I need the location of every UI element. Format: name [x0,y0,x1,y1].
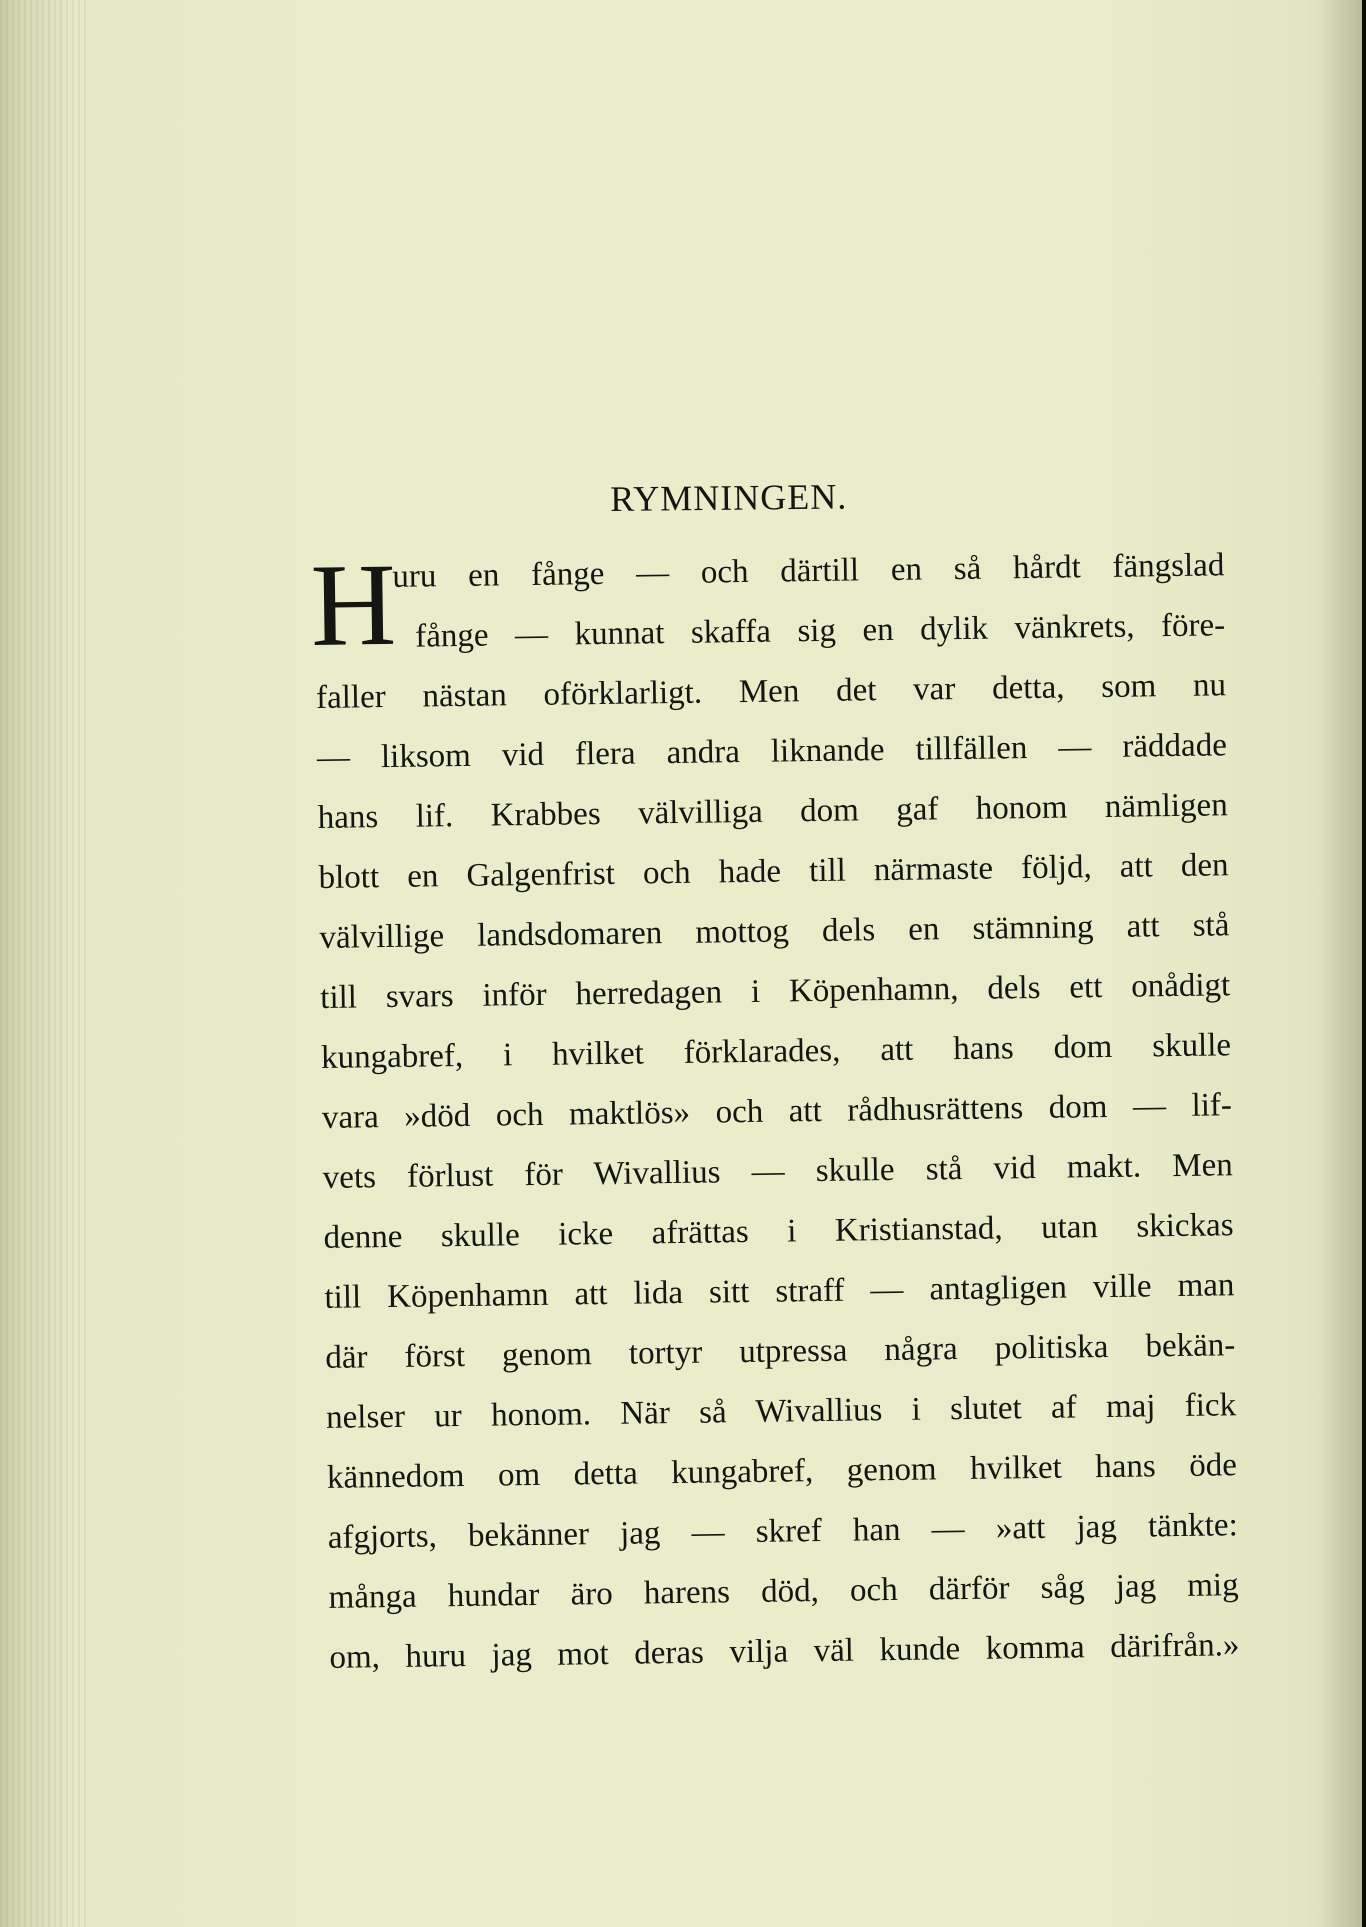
text-line: kännedom om detta kungabref, genom hvilket hans öde [326,1447,1238,1496]
text-line: hans lif. Krabbes välvilliga dom gaf honom nämligen [317,787,1228,836]
text-line: många hundar äro harens död, och därför såg jag mig [328,1567,1239,1616]
text-line: vara »död och maktlös» och att rådhusrättens dom — lif- [321,1087,1233,1136]
text-line: afgjorts, bekänner jag — skref han — »att jag tänkte: [327,1507,1238,1556]
body-text [309,535,1240,1688]
text-line: faller nästan oförklarligt. Men det var detta, som nu [315,667,1227,716]
page-shadow [1322,0,1362,1927]
text-line: vets förlust för Wivallius — skulle stå vid makt. Men [322,1147,1233,1196]
text-line: uru en fånge — och därtill en så hårdt fängslad [392,547,1225,595]
page-edge [0,0,90,1927]
text-line: till svars inför herredagen i Köpenhamn, dels ett onådigt [320,967,1231,1016]
chapter-title: RYMNINGEN. [610,476,848,519]
text-line: till Köpenhamn att lida sitt straff — antagligen ville man [324,1267,1235,1316]
text-line: blott en Galgenfrist och hade till närmaste följd, att den [318,847,1229,896]
text-line: denne skulle icke afrättas i Kristianstad, utan skickas [323,1207,1234,1256]
drop-cap: H [309,538,397,672]
text-line: — liksom vid flera andra liknande tillfällen — räddade [316,727,1228,776]
text-line: om, huru jag mot deras vilja väl kunde komma därifrån.» [329,1627,1240,1676]
first-paragraph-start [309,535,1226,672]
text-line: kungabref, i hvilket förklarades, att hans dom skulle [320,1027,1232,1076]
text-line: där först genom tortyr utpressa några politiska bekän- [325,1327,1236,1376]
text-line: fånge — kunnat skaffa sig en dylik vänkrets, före- [414,607,1226,655]
text-line: nelser ur honom. När så Wivallius i slutet af maj fick [325,1387,1237,1436]
text-line: välvillige landsdomaren mottog dels en stämning att stå [319,907,1230,956]
